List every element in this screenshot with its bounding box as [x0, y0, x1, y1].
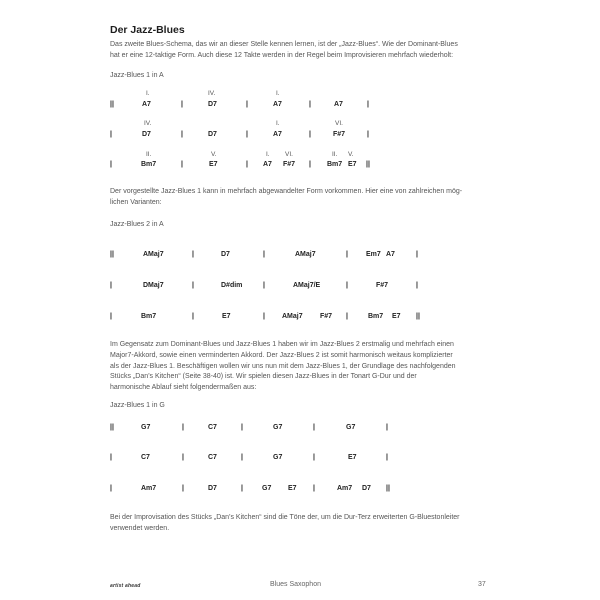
- chord: Bm7: [141, 161, 157, 168]
- closing-paragraph: [110, 513, 460, 535]
- paragraph-line: Im Gegensatz zum Dominant-Blues und Jazz-Blues 1 haben wir im Jazz-Blues 2 erstmalig und mehrfach einen: [110, 341, 454, 348]
- chord: Bm7: [368, 313, 384, 320]
- bar-line: |: [367, 101, 369, 108]
- degree-label: VI.: [285, 151, 293, 158]
- chord: A7: [273, 101, 282, 108]
- chord: F#7: [283, 161, 296, 168]
- degree-label: VI.: [335, 120, 343, 127]
- chord: A7: [273, 131, 282, 138]
- bar-line: |: [346, 251, 348, 258]
- bar-line: |: [110, 454, 112, 461]
- bar-line: |: [263, 282, 265, 289]
- bar-line: |: [182, 485, 184, 492]
- section-label-blues2-a: Jazz-Blues 2 in A: [110, 221, 164, 228]
- bar-line: |: [309, 161, 311, 168]
- chord: D7: [142, 131, 151, 138]
- chord: AMaj7/E: [293, 282, 321, 289]
- chord: E7: [348, 161, 357, 168]
- paragraph-line: verwendet werden.: [110, 524, 170, 532]
- chord: AMaj7: [295, 251, 316, 258]
- bar-line: |: [263, 251, 265, 258]
- bar-line: |: [386, 454, 388, 461]
- bar-line: |: [182, 454, 184, 461]
- bar-line: |: [263, 313, 265, 320]
- bar-line: ||: [110, 251, 114, 258]
- bar-line: ||: [110, 101, 114, 108]
- chord: C7: [208, 424, 217, 431]
- chord: DMaj7: [143, 282, 164, 289]
- bar-line: |: [246, 101, 248, 108]
- section-label-blues1-g: Jazz-Blues 1 in G: [110, 402, 165, 409]
- paragraph-line: Bei der Improvisation des Stücks „Dan’s Kitchen“ sind die Töne der, um die Dur-Terz erweiterten G-Bluestonleiter: [110, 514, 460, 521]
- chord: F#7: [320, 313, 333, 320]
- degree-label: IV.: [208, 90, 216, 97]
- page-title: Der Jazz-Blues: [110, 24, 185, 36]
- bar-line: ||: [386, 485, 390, 492]
- bar-line: |: [246, 131, 248, 138]
- chord: A7: [142, 101, 151, 108]
- publisher-logo: artist ahead: [110, 583, 141, 589]
- chord: E7: [222, 313, 231, 320]
- book-title-footer: Blues Saxophon: [270, 581, 321, 588]
- degree-label: II.: [146, 151, 152, 158]
- bar-line: |: [192, 251, 194, 258]
- chord: E7: [348, 454, 357, 461]
- degree-label: I.: [276, 120, 280, 127]
- chord: F#7: [376, 282, 389, 289]
- bar-line: |: [416, 251, 418, 258]
- bar-line: |: [192, 282, 194, 289]
- chord: Am7: [141, 485, 157, 492]
- chord: G7: [273, 424, 283, 431]
- bar-line: ||: [416, 313, 420, 320]
- degree-label: I.: [276, 90, 280, 97]
- chord: Am7: [337, 485, 353, 492]
- bar-line: |: [346, 282, 348, 289]
- chord: F#7: [333, 131, 346, 138]
- chord: A7: [334, 101, 343, 108]
- chord: Em7: [366, 251, 381, 258]
- chord: D#dim: [221, 282, 243, 289]
- chord: C7: [141, 454, 150, 461]
- chord: A7: [386, 251, 395, 258]
- bar-line: |: [181, 101, 183, 108]
- chord: Bm7: [327, 161, 343, 168]
- bar-line: |: [181, 161, 183, 168]
- paragraph-line: lichen Varianten:: [110, 198, 162, 206]
- chord: E7: [392, 313, 401, 320]
- bar-line: |: [386, 424, 388, 431]
- degree-label: I.: [146, 90, 150, 97]
- chord: E7: [209, 161, 218, 168]
- chord: G7: [141, 424, 151, 431]
- degree-label: V.: [348, 151, 354, 158]
- paragraph-line: Major7-Akkord, sowie einen verminderten Akkord. Der Jazz-Blues 2 ist somit harmonisch weitaus komplizierter: [110, 351, 453, 359]
- chord: D7: [221, 251, 230, 258]
- bar-line: |: [241, 424, 243, 431]
- bar-line: ||: [366, 161, 370, 168]
- bar-line: |: [182, 424, 184, 431]
- bar-line: |: [313, 485, 315, 492]
- chord: D7: [362, 485, 371, 492]
- paragraph-line: Stücks „Dan’s Kitchen“ (Seite 38-40) ist. Wir spielen diesen Jazz-Blues in der Tonart G-Dur und der: [110, 373, 417, 381]
- degree-label: V.: [211, 151, 217, 158]
- intro-line: Das zweite Blues-Schema, das wir an dieser Stelle kennen lernen, ist der „Jazz-Blues“. Wie der Dominant-Blues: [110, 41, 458, 48]
- bar-line: |: [192, 313, 194, 320]
- bar-line: |: [110, 313, 112, 320]
- bar-line: |: [110, 161, 112, 168]
- bar-line: |: [309, 101, 311, 108]
- bar-line: |: [110, 282, 112, 289]
- bar-line: |: [309, 131, 311, 138]
- chord: AMaj7: [282, 313, 303, 320]
- chord: AMaj7: [143, 251, 164, 258]
- bar-line: |: [246, 161, 248, 168]
- bar-line: |: [241, 454, 243, 461]
- chord: C7: [208, 454, 217, 461]
- intro-paragraph: [110, 40, 458, 62]
- bar-line: |: [367, 131, 369, 138]
- bar-line: |: [181, 131, 183, 138]
- bar-line: |: [313, 454, 315, 461]
- page-number: 37: [478, 581, 486, 588]
- chord: D7: [208, 485, 217, 492]
- paragraph-line: als der Jazz-Blues 1. Beschäftigen wollen wir uns nun mit dem Jazz-Blues 1, der Grundlage des nachfolgenden: [110, 362, 456, 370]
- intro-line: hat er eine 12-taktige Form. Auch diese 12 Takte werden in der Regel beim Improvisieren mehrfach wiederholt:: [110, 51, 454, 59]
- degree-label: IV.: [144, 120, 152, 127]
- chord: D7: [208, 101, 217, 108]
- degree-label: I.: [266, 151, 270, 158]
- bar-line: ||: [110, 424, 114, 431]
- chord: D7: [208, 131, 217, 138]
- chord: G7: [273, 454, 283, 461]
- chord: A7: [263, 161, 272, 168]
- bar-line: |: [313, 424, 315, 431]
- paragraph-line: harmonische Ablauf sieht folgendermaßen aus:: [110, 384, 257, 392]
- bar-line: |: [241, 485, 243, 492]
- chord: G7: [262, 485, 272, 492]
- degree-label: II.: [332, 151, 338, 158]
- variants-paragraph: [110, 187, 462, 209]
- paragraph-line: Der vorgestellte Jazz-Blues 1 kann in mehrfach abgewandelter Form vorkommen. Hier eine von zahlreichen mög-: [110, 188, 463, 195]
- chord: E7: [288, 485, 297, 492]
- bar-line: |: [346, 313, 348, 320]
- section-label-blues1-a: Jazz-Blues 1 in A: [110, 72, 164, 79]
- explanation-paragraph: [110, 340, 456, 394]
- bar-line: |: [416, 282, 418, 289]
- chord: Bm7: [141, 313, 157, 320]
- bar-line: |: [110, 485, 112, 492]
- chord: G7: [346, 424, 356, 431]
- bar-line: |: [110, 131, 112, 138]
